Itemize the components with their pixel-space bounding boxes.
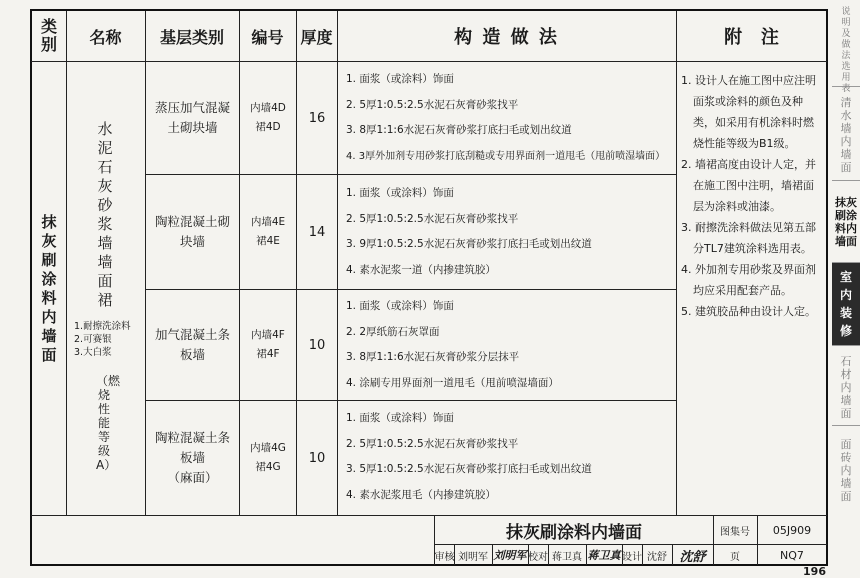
check-label: 校对 — [528, 551, 548, 563]
page-code: NQ7 — [780, 548, 804, 562]
sidebar-item-instructions[interactable]: 说明及做法选用表 — [841, 7, 851, 94]
approval-row — [435, 545, 713, 565]
row-code: 内墙4D 裙4D — [250, 102, 286, 133]
step: 2. 2厚纸筋石灰罩面 — [346, 325, 440, 338]
header-name: 名称 — [89, 27, 122, 47]
note-item: 2. 墙裙高度由设计人定，并在施工图中注明，墙裙面层为涂料或油漆。 — [681, 158, 816, 213]
step: 3. 8厚1:1:6水泥石灰膏砂浆打底扫毛或划出纹道 — [346, 124, 572, 136]
row-base-type: 加气混凝土条板墙 — [154, 327, 230, 362]
step: 1. 面浆（或涂料）饰面 — [346, 187, 454, 199]
drawing-title: 抹灰刷涂料内墙面 — [506, 522, 642, 543]
fire-rating: （燃烧性能等级A） — [96, 374, 121, 472]
notes-list — [681, 70, 821, 322]
header-base-type: 基层类别 — [159, 27, 224, 47]
row-base-type: 蒸压加气混凝土砌块墙 — [154, 100, 230, 135]
reviewer-signature: 刘明军 — [493, 549, 527, 562]
sidebar-item-fairfaced-wall[interactable]: 清水墙内墙面 — [840, 96, 852, 174]
review-label: 审核 — [434, 551, 455, 563]
atlas-number: 05J909 — [772, 523, 812, 537]
step: 1. 面浆（或涂料）饰面 — [346, 300, 454, 312]
checker-name: 蒋卫真 — [552, 551, 582, 563]
page-number: 196 — [803, 565, 826, 578]
row-steps — [346, 67, 676, 169]
row-thickness: 16 — [308, 110, 326, 126]
header-code: 编号 — [251, 27, 284, 47]
category-text: 抹灰刷涂料内墙面 — [41, 212, 57, 364]
designer-name: 沈舒 — [647, 551, 667, 563]
row-steps — [346, 406, 676, 508]
atlas-label: 图集号 — [720, 526, 750, 538]
col-divider — [676, 11, 677, 515]
reviewer-name: 刘明军 — [458, 551, 488, 563]
row-code: 内墙4F 裙4F — [251, 329, 285, 360]
sidebar-index — [832, 0, 860, 578]
step: 1. 面浆（或涂料）饰面 — [346, 412, 454, 424]
step: 2. 5厚1:0.5:2.5水泥石灰膏砂浆找平 — [346, 437, 519, 450]
name-title: 水泥石灰砂浆墙墙面裙 — [97, 120, 113, 309]
row-base-type: 陶粒混凝土砌块墙 — [154, 214, 230, 249]
step: 2. 5厚1:0.5:2.5水泥石灰膏砂浆找平 — [346, 98, 519, 111]
name-list-item: 2.可赛银 — [74, 334, 112, 345]
col-divider — [337, 11, 338, 515]
note-item: 4. 外加剂专用砂浆及界面剂均应采用配套产品。 — [681, 263, 816, 297]
note-item: 5. 建筑胶品种由设计人定。 — [681, 305, 816, 318]
step: 4. 3厚外加剂专用砂浆打底刮糙或专用界面剂一道甩毛（甩前喷湿墙面） — [346, 150, 666, 162]
name-list — [74, 320, 144, 359]
header-category: 类别 — [41, 17, 58, 54]
header-construction: 构 造 做 法 — [454, 27, 559, 48]
name-list-item: 3.大白浆 — [74, 347, 112, 358]
step: 3. 9厚1:0.5:2.5水泥石灰膏砂浆打底扫毛或划出纹道 — [346, 238, 592, 250]
step: 1. 面浆（或涂料）饰面 — [346, 73, 454, 85]
row-thickness: 10 — [308, 450, 326, 466]
step: 3. 8厚1:1:6水泥石灰膏砂浆分层抹平 — [346, 351, 520, 363]
step: 4. 素水泥浆甩毛（内掺建筑胶） — [346, 488, 496, 501]
sidebar-item-tile-wall[interactable]: 面砖内墙面 — [840, 437, 852, 503]
note-item: 3. 耐擦洗涂料做法见第五部分TL7建筑涂料选用表。 — [681, 221, 816, 255]
header-notes: 附 注 — [724, 27, 779, 48]
name-cell — [66, 62, 145, 515]
design-label: 设计 — [622, 551, 642, 563]
row-thickness: 10 — [308, 337, 326, 353]
name-list-item: 1.耐擦洗涂料 — [74, 321, 131, 332]
page-label: 页 — [730, 551, 740, 563]
header-thickness: 厚度 — [300, 27, 333, 47]
step: 2. 5厚1:0.5:2.5水泥石灰膏砂浆找平 — [346, 212, 519, 225]
row-code: 内墙4G 裙4G — [250, 442, 286, 473]
step: 4. 素水泥浆一道（内掺建筑胶） — [346, 263, 496, 276]
category-cell — [32, 62, 66, 515]
row-thickness: 14 — [308, 224, 326, 240]
row-code: 内墙4E 裙4E — [250, 216, 286, 247]
row-steps — [346, 294, 676, 396]
designer-signature: 沈舒 — [679, 549, 706, 565]
step: 4. 涂刷专用界面剂一道甩毛（甩前喷湿墙面） — [346, 376, 559, 389]
note-item: 1. 设计人在施工图中应注明面浆或涂料的颜色及种类，如采用有机涂料时燃烧性能等级为B1级。 — [681, 74, 816, 150]
sidebar-item-interior-finish[interactable]: 室内装修 — [832, 263, 860, 345]
row-steps — [346, 181, 676, 283]
checker-signature: 蒋卫真 — [587, 549, 621, 562]
step: 3. 5厚1:0.5:2.5水泥石灰膏砂浆打底扫毛或划出纹道 — [346, 463, 592, 475]
sidebar-item-stone-wall[interactable]: 石材内墙面 — [840, 354, 852, 420]
sidebar-item-plaster-paint-wall[interactable]: 抹灰刷涂料内墙面 — [835, 196, 857, 248]
row-base-type: 陶粒混凝土条板墙 （麻面） — [154, 430, 230, 485]
